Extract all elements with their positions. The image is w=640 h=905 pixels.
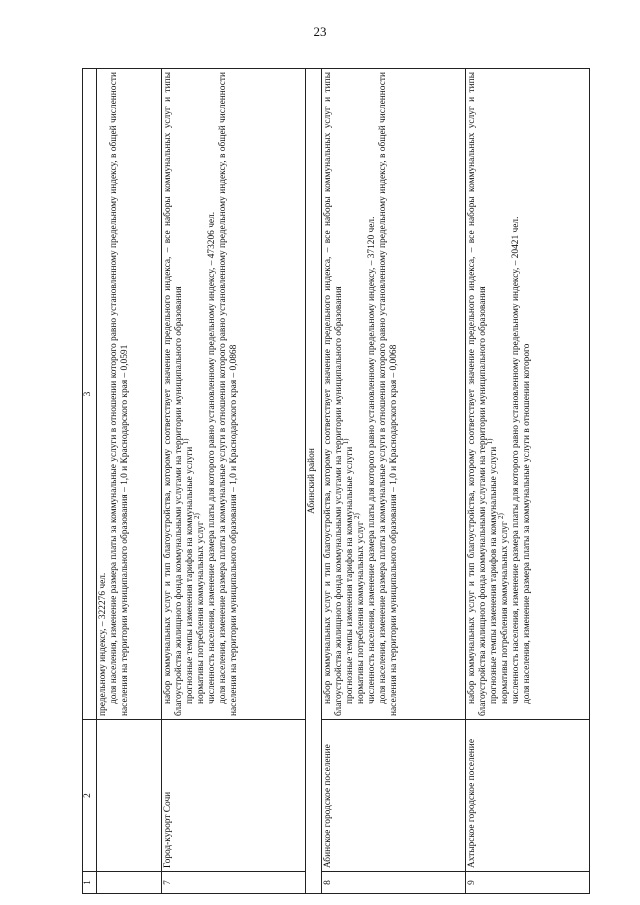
desc-share: доля населения, изменение размера платы за коммунальные услуги в отношении которого равно установленному предельному индексу, в общей численности населения на территории муниципального образования – 1,0 и Краснодарского края – 0,0868 bbox=[217, 72, 239, 716]
rotated-table-container bbox=[82, 68, 590, 894]
region-row bbox=[305, 69, 321, 894]
row-name: Город-курорт Сочи bbox=[161, 720, 305, 872]
desc-share: доля населения, изменение размера платы за коммунальные услуги в отношении которого равно установленному предельному индексу, в общей численности населения на территории муниципального образования – 1,0 и Краснодарского края – 0,0068 bbox=[377, 72, 399, 716]
header-col1: 1 bbox=[83, 872, 97, 894]
row-number: 7 bbox=[161, 872, 305, 894]
table-row bbox=[161, 69, 305, 894]
desc-set: набор коммунальных услуг и тип благоустройства, которому соответствует значение предельного индекса, – все наборы коммунальных услуг и типы благоустройства жилищного фонда коммунальными услугами на территории муниципального образования bbox=[162, 72, 184, 716]
row-description bbox=[321, 69, 465, 720]
row-description bbox=[465, 69, 589, 720]
data-table bbox=[82, 68, 590, 894]
row-name: Ахтырское городское поселение bbox=[465, 720, 589, 872]
row-name: Абинское городское поселение bbox=[321, 720, 465, 872]
desc-population: численность населения, изменение размера платы для которого равно установленному предельному индексу, – 473206 чел. bbox=[206, 211, 217, 704]
desc-share: доля населения, изменение размера платы за коммунальные услуги в отношении которого bbox=[521, 343, 532, 704]
rotated-table bbox=[82, 68, 590, 894]
table-row bbox=[321, 69, 465, 894]
continued-cell bbox=[97, 69, 162, 720]
desc-set: набор коммунальных услуг и тип благоустройства, которому соответствует значение предельного индекса, – все наборы коммунальных услуг и типы благоустройства жилищного фонда коммунальными услугами на территории муниципального образования bbox=[322, 72, 344, 716]
header-col2: 2 bbox=[83, 720, 97, 872]
desc-tariff: прогнозные темпы изменения тарифов на коммунальные услуги $^{1)}$ bbox=[341, 438, 355, 704]
page-number: 23 bbox=[313, 24, 327, 39]
header-row bbox=[83, 69, 97, 894]
desc-norms: нормативы потребления коммунальных услуг $^{2)}$ bbox=[496, 513, 510, 704]
row-number: 8 bbox=[321, 872, 465, 894]
header-col3: 3 bbox=[83, 69, 97, 720]
continued-text-1: предельному индексу, – 322276 чел. bbox=[98, 572, 108, 716]
desc-norms: нормативы потребления коммунальных услуг $^{2)}$ bbox=[192, 513, 206, 704]
desc-tariff: прогнозные темпы изменения тарифов на коммунальные услуги $^{1)}$ bbox=[181, 438, 195, 704]
desc-norms: нормативы потребления коммунальных услуг $^{2)}$ bbox=[352, 513, 366, 704]
row-description bbox=[161, 69, 305, 720]
desc-set: набор коммунальных услуг и тип благоустройства, которому соответствует значение предельного индекса, – все наборы коммунальных услуг и типы благоустройства жилищного фонда коммунальными услугами на территории муниципального образования bbox=[466, 72, 488, 716]
desc-population: численность населения, изменение размера платы для которого равно установленному предельному индексу, – 37120 чел. bbox=[366, 216, 377, 704]
desc-tariff: прогнозные темпы изменения тарифов на коммунальные услуги $^{1)}$ bbox=[485, 438, 499, 704]
continued-text-2: доля населения, изменение размера платы за коммунальные услуги в отношении которого равно установленному предельному индексу, в общей численности населения на территории муниципального образования – 1,0 и Краснодарского края – 0,0591 bbox=[109, 72, 130, 716]
table-row-continued bbox=[97, 69, 162, 894]
row-number: 9 bbox=[465, 872, 589, 894]
region-title: Абинский район bbox=[305, 69, 321, 894]
table-row bbox=[465, 69, 589, 894]
desc-population: численность населения, изменение размера платы для которого равно установленному предельному индексу, – 20421 чел. bbox=[510, 216, 521, 704]
